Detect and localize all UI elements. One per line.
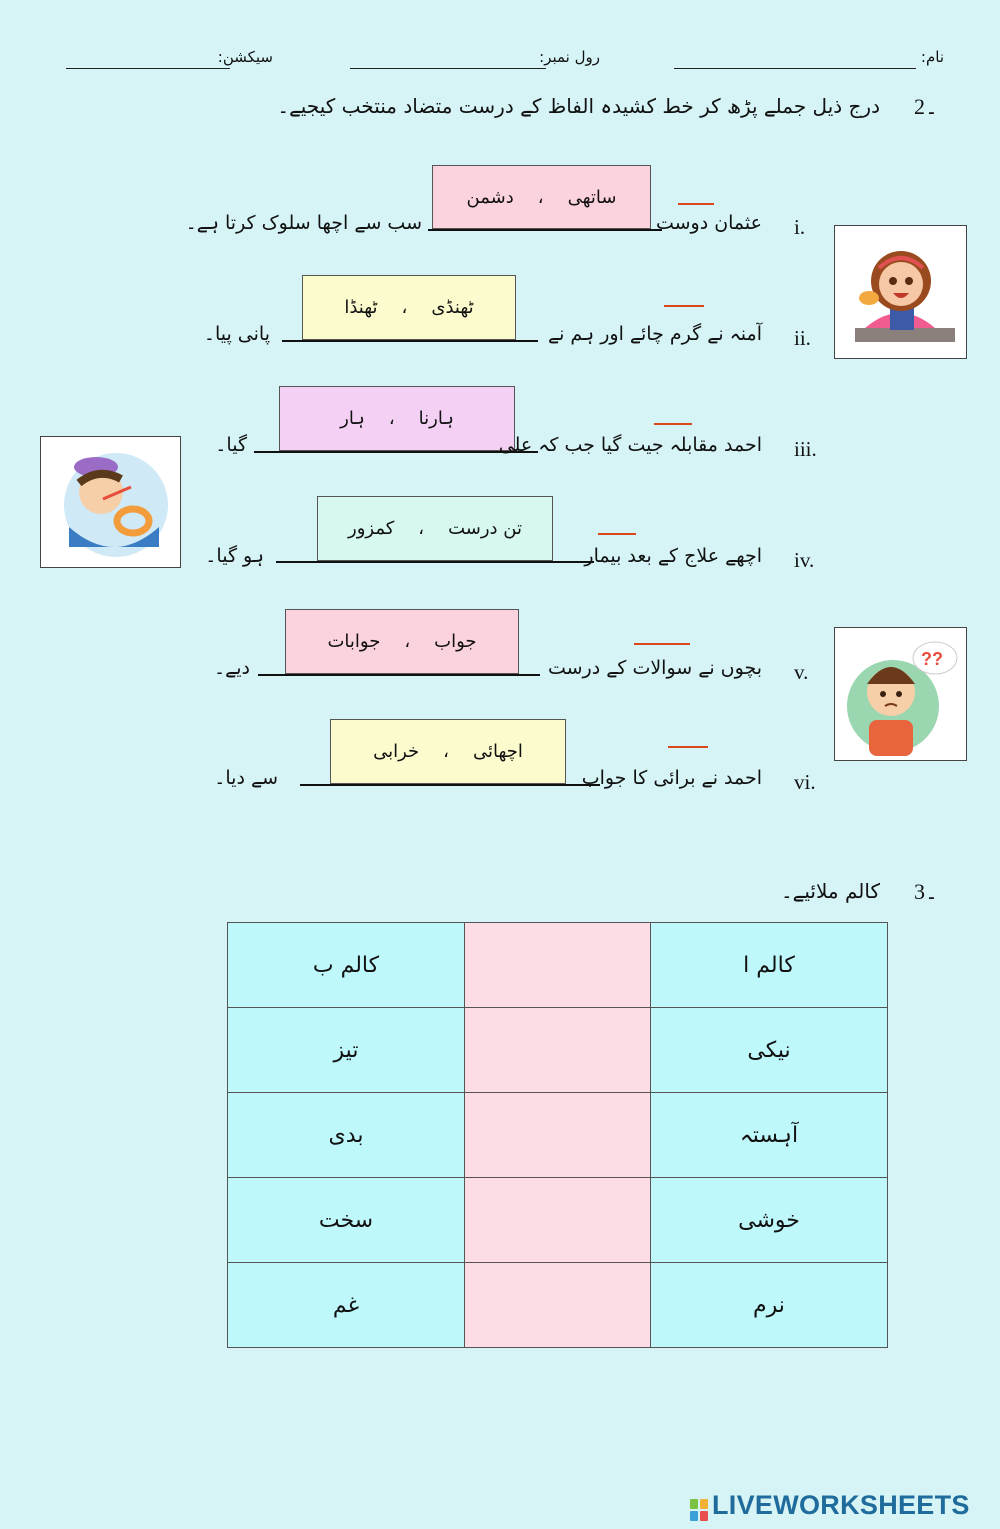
option-iii-2[interactable]: ہار	[340, 408, 365, 429]
item-i-text-before: عثمان دوست	[655, 212, 762, 234]
brand-name: LIVEWORKSHEETS	[712, 1490, 970, 1520]
underline-mark	[664, 305, 704, 307]
roll-number-field[interactable]	[350, 68, 546, 69]
option-box-ii[interactable]	[302, 275, 516, 340]
table-row	[228, 1093, 888, 1178]
underline-mark	[634, 643, 690, 645]
matching-table	[227, 922, 888, 1348]
option-separator: ،	[418, 518, 425, 539]
name-label: نام:	[920, 48, 944, 66]
option-vi-2[interactable]: خرابی	[373, 741, 420, 762]
option-vi-1[interactable]: اچھائی	[472, 741, 523, 762]
option-box-vi[interactable]	[330, 719, 566, 784]
answer-blank-iii[interactable]	[254, 451, 538, 453]
option-iii-1[interactable]: ہارنا	[418, 408, 454, 429]
answer-blank-v[interactable]	[258, 674, 540, 676]
underline-mark	[678, 203, 714, 205]
option-separator: ،	[537, 186, 544, 208]
option-box-v[interactable]	[285, 609, 519, 674]
option-i-2[interactable]: دشمن	[466, 186, 514, 208]
option-v-1[interactable]: جواب	[434, 631, 477, 652]
item-ii-text-before: آمنہ نے گرم چائے اور ہم نے	[547, 323, 762, 345]
option-separator: ،	[443, 741, 449, 762]
liveworksheets-logo-icon	[690, 1499, 708, 1521]
column-a-cell: خوشی	[651, 1178, 888, 1263]
item-iii-text-before: احمد مقابلہ جیت گیا جب کہ علی	[498, 434, 762, 456]
name-field[interactable]	[674, 68, 916, 69]
column-b-header: کالم ب	[228, 923, 465, 1008]
q3-instruction: کالم ملائیے۔	[780, 879, 880, 903]
section-label: سیکشن:	[217, 48, 273, 66]
answer-drop-cell[interactable]	[465, 1178, 651, 1263]
sick-boy-image	[40, 436, 181, 568]
underline-mark	[598, 533, 636, 535]
column-b-cell[interactable]: غم	[228, 1263, 465, 1348]
q2-number: 2۔	[914, 94, 938, 119]
item-vi-text-after: سے دیا۔	[214, 767, 278, 789]
answer-blank-i[interactable]	[428, 229, 662, 231]
q2-instruction: درج ذیل جملے پڑھ کر خط کشیدہ الفاظ کے درست متضاد منتخب کیجیے۔	[277, 94, 880, 118]
option-separator: ،	[404, 631, 411, 652]
item-v-number: v.	[794, 660, 809, 684]
girl-drinking-tea-image	[834, 225, 967, 359]
column-a-cell: نیکی	[651, 1008, 888, 1093]
column-b-cell[interactable]: سخت	[228, 1178, 465, 1263]
q3-number: 3۔	[914, 879, 938, 904]
item-vi-text-before: احمد نے برائی کا جواب	[581, 767, 762, 789]
item-iii-text-after: گیا۔	[215, 434, 247, 456]
option-separator: ،	[388, 408, 395, 429]
section-field[interactable]	[66, 68, 230, 69]
item-ii-number: ii.	[794, 326, 811, 350]
item-i-number: i.	[794, 215, 806, 239]
svg-text:??: ??	[921, 649, 943, 669]
option-box-i[interactable]	[432, 165, 651, 229]
confused-boy-image	[834, 627, 967, 761]
option-separator: ،	[401, 297, 408, 318]
option-box-iv[interactable]	[317, 496, 553, 561]
answer-drop-cell[interactable]	[465, 1008, 651, 1093]
column-b-cell[interactable]: بدی	[228, 1093, 465, 1178]
table-row	[228, 1008, 888, 1093]
item-v-text-after: دیے۔	[213, 657, 250, 679]
answer-drop-cell[interactable]	[465, 1093, 651, 1178]
column-a-cell: آہستہ	[651, 1093, 888, 1178]
item-iv-number: iv.	[794, 548, 815, 572]
option-iv-1[interactable]: تن درست	[448, 518, 523, 539]
roll-number-label: رول نمبر:	[539, 48, 600, 66]
item-v-text-before: بچوں نے سوالات کے درست	[547, 657, 762, 679]
option-v-2[interactable]: جوابات	[327, 631, 381, 652]
underline-mark	[654, 423, 692, 425]
option-iv-2[interactable]: کمزور	[348, 518, 395, 539]
column-a-header: کالم ا	[651, 923, 888, 1008]
item-ii-text-after: پانی پیا۔	[203, 323, 270, 345]
item-vi-number: vi.	[794, 770, 816, 794]
answer-blank-vi[interactable]	[300, 784, 600, 786]
option-ii-2[interactable]: ٹھنڈا	[344, 297, 378, 318]
item-i-text-after: سب سے اچھا سلوک کرتا ہے۔	[185, 212, 422, 234]
option-i-1[interactable]: ساتھی	[567, 186, 617, 208]
item-iv-text-after: ہو گیا۔	[205, 545, 264, 567]
answer-blank-iv[interactable]	[276, 561, 594, 563]
option-box-iii[interactable]	[279, 386, 515, 451]
column-b-cell[interactable]: تیز	[228, 1008, 465, 1093]
column-a-cell: نرم	[651, 1263, 888, 1348]
item-iii-number: iii.	[794, 437, 817, 461]
underline-mark	[668, 746, 708, 748]
answer-drop-cell[interactable]	[465, 1263, 651, 1348]
answer-drop-cell[interactable]	[465, 923, 651, 1008]
option-ii-1[interactable]: ٹھنڈی	[431, 297, 474, 318]
answer-blank-ii[interactable]	[282, 340, 538, 342]
liveworksheets-logo[interactable]	[690, 1490, 970, 1521]
item-iv-text-before: اچھے علاج کے بعد بیمار	[584, 545, 762, 567]
table-row	[228, 1178, 888, 1263]
table-row	[228, 1263, 888, 1348]
table-header-row	[228, 923, 888, 1008]
